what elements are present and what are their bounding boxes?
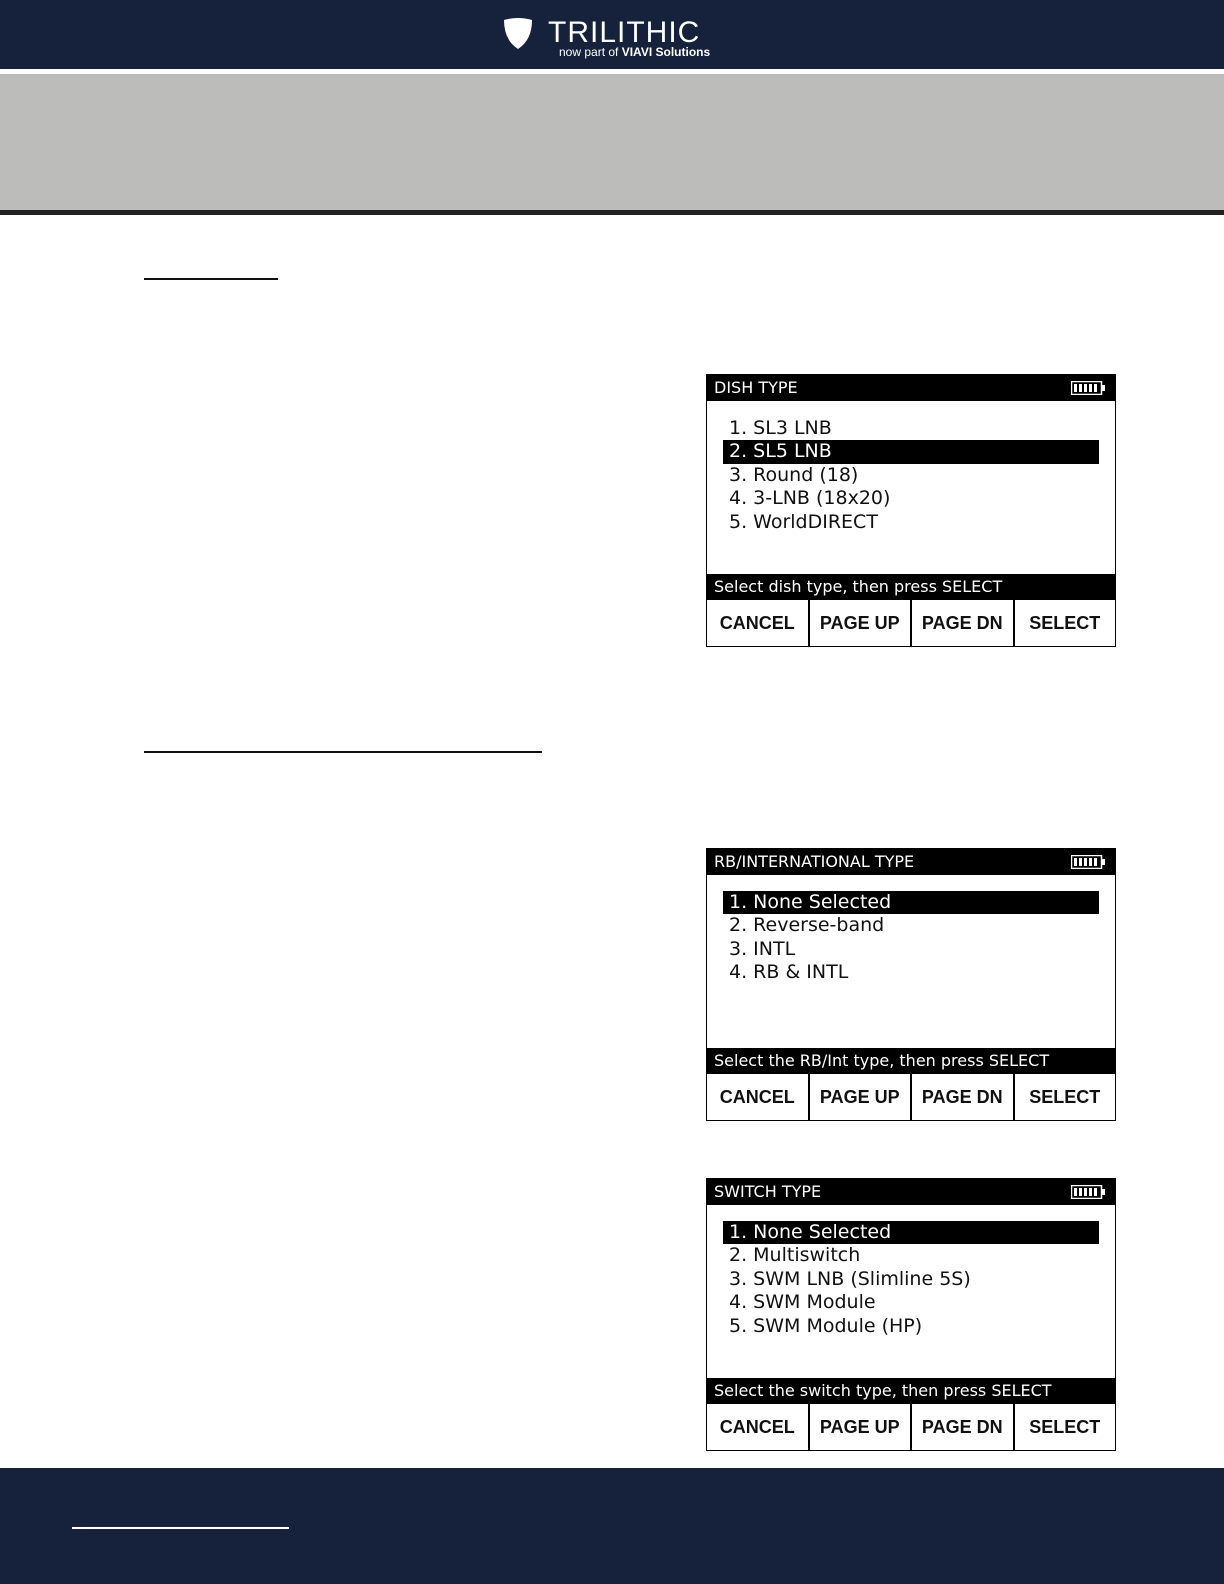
page-down-button[interactable]: PAGE DN <box>910 1404 1013 1450</box>
battery-icon <box>1071 855 1105 869</box>
brand-tagline: now part of VIAVI Solutions <box>559 45 711 59</box>
list-item-selected[interactable]: 2. SL5 LNB <box>723 440 1099 463</box>
page-down-button[interactable]: PAGE DN <box>910 600 1013 646</box>
top-banner <box>0 0 1224 69</box>
status-line: Select dish type, then press SELECT <box>707 574 1115 600</box>
cancel-button[interactable]: CANCEL <box>719 612 795 633</box>
list-item-selected[interactable]: 1. None Selected <box>723 1221 1099 1244</box>
list-item[interactable]: 2. Reverse-band <box>729 914 885 937</box>
footer-band <box>0 1468 1224 1584</box>
cancel-button[interactable]: CANCEL <box>719 1416 795 1437</box>
title-band-rule <box>0 210 1224 215</box>
option-list <box>723 1221 1099 1338</box>
page-up-button[interactable]: PAGE UP <box>808 600 911 646</box>
option-list <box>723 891 1099 985</box>
cancel-button[interactable]: CANCEL <box>719 1086 795 1107</box>
brand-name: TRILITHIC <box>548 16 701 49</box>
list-item-selected[interactable]: 1. None Selected <box>723 891 1099 914</box>
section-heading-rule <box>144 751 542 753</box>
screen-title: DISH TYPE <box>707 375 1115 401</box>
softkey-bar <box>707 1074 1115 1120</box>
list-item[interactable]: 3. INTL <box>729 937 796 960</box>
select-button[interactable]: SELECT <box>1013 600 1116 646</box>
option-list <box>723 417 1099 534</box>
select-button[interactable]: SELECT <box>1013 1074 1116 1120</box>
list-item[interactable]: 4. SWM Module <box>729 1291 876 1314</box>
section-heading-rule <box>144 278 278 280</box>
list-item[interactable]: 5. WorldDIRECT <box>729 510 878 533</box>
status-line: Select the switch type, then press SELECT <box>707 1378 1115 1404</box>
page-up-button[interactable]: PAGE UP <box>808 1404 911 1450</box>
list-item[interactable]: 3. SWM LNB (Slimline 5S) <box>729 1267 971 1290</box>
softkey-bar <box>707 1404 1115 1450</box>
screen-title: RB/INTERNATIONAL TYPE <box>707 849 1115 875</box>
page-down-button[interactable]: PAGE DN <box>910 1074 1013 1120</box>
dish-type-screen <box>706 374 1116 647</box>
battery-icon <box>1071 381 1105 395</box>
list-item[interactable]: 3. Round (18) <box>729 463 859 486</box>
shield-icon <box>503 18 533 50</box>
screen-title: SWITCH TYPE <box>707 1179 1115 1205</box>
select-button[interactable]: SELECT <box>1013 1404 1116 1450</box>
softkey-bar <box>707 600 1115 646</box>
list-item[interactable]: 2. Multiswitch <box>729 1244 861 1267</box>
list-item[interactable]: 5. SWM Module (HP) <box>729 1314 923 1337</box>
footer-rule <box>72 1527 289 1529</box>
list-item[interactable]: 4. 3-LNB (18x20) <box>729 487 891 510</box>
list-item[interactable]: 4. RB & INTL <box>729 961 849 984</box>
title-band <box>0 74 1224 210</box>
rb-international-type-screen <box>706 848 1116 1121</box>
switch-type-screen <box>706 1178 1116 1451</box>
list-item[interactable]: 1. SL3 LNB <box>729 417 832 439</box>
page-up-button[interactable]: PAGE UP <box>808 1074 911 1120</box>
battery-icon <box>1071 1185 1105 1199</box>
status-line: Select the RB/Int type, then press SELECT <box>707 1048 1115 1074</box>
